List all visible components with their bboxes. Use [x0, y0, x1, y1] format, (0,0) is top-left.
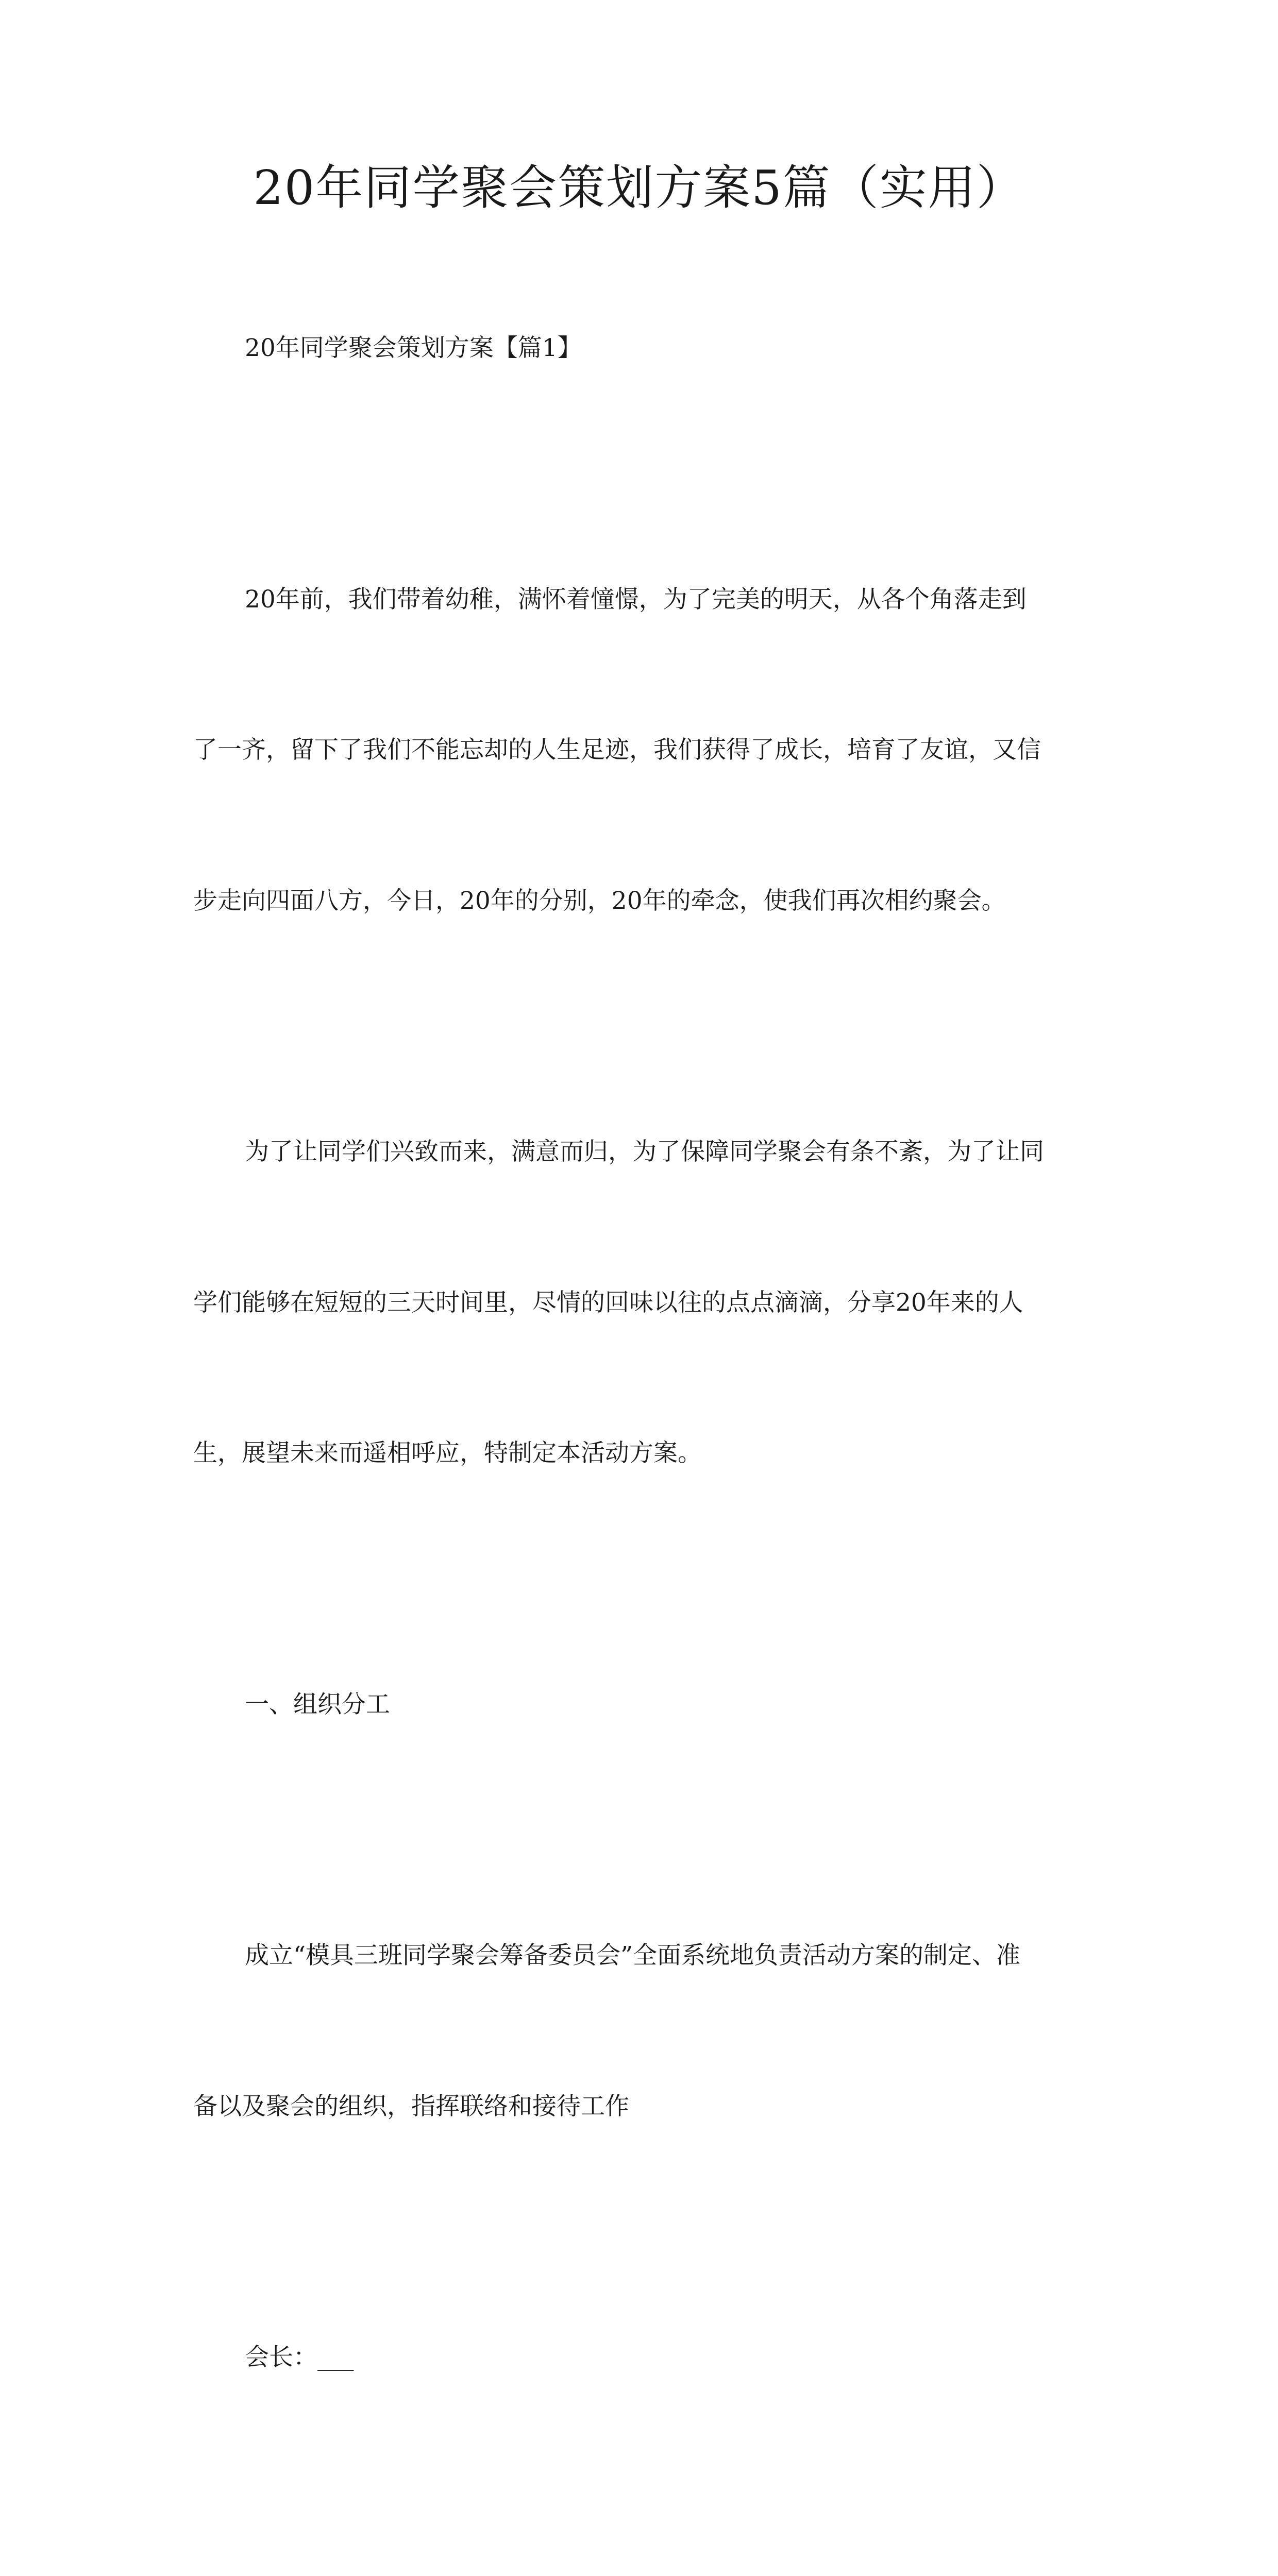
- president: 会长：___: [193, 2332, 1085, 2383]
- purpose-line-2: 学们能够在短短的三天时间里，尽情的回味以往的点点滴滴，分享20年来的人: [193, 1278, 1085, 1328]
- intro-line-3: 步走向四面八方，今日，20年的分别，20年的牵念，使我们再次相约聚会。: [193, 876, 1085, 926]
- subtitle-line: 20年同学聚会策划方案【篇1】: [193, 323, 1085, 374]
- purpose-line-1: 为了让同学们兴致而来，满意而归，为了保障同学聚会有条不紊，为了让同: [193, 1127, 1085, 1177]
- purpose-paragraph: [193, 1026, 1085, 1579]
- document-body: [193, 223, 1085, 2576]
- intro-line-1: 20年前，我们带着幼稚，满怀着憧憬，为了完美的明天，从各个角落走到: [193, 574, 1085, 625]
- section-heading-organization: [193, 1579, 1085, 1831]
- intro-paragraph: [193, 474, 1085, 1027]
- committee-line-1: 成立“模具三班同学聚会筹备委员会”全面系统地负责活动方案的制定、准: [193, 1930, 1085, 1981]
- subtitle: [193, 223, 1085, 474]
- intro-line-2: 了一齐，留下了我们不能忘却的人生足迹，我们获得了成长，培育了友谊，又信: [193, 725, 1085, 775]
- purpose-line-3: 生，展望未来而遥相呼应，特制定本活动方案。: [193, 1428, 1085, 1479]
- president-line: [193, 2232, 1085, 2483]
- section1-heading: 一、组织分工: [193, 1680, 1085, 1730]
- committee-line-2: 备以及聚会的组织，指挥联络和接待工作: [193, 2081, 1085, 2132]
- vice-president-line: [193, 2483, 1085, 2576]
- committee-paragraph: [193, 1830, 1085, 2232]
- document-title: 20年同学聚会策划方案5篇（实用）: [0, 155, 1278, 222]
